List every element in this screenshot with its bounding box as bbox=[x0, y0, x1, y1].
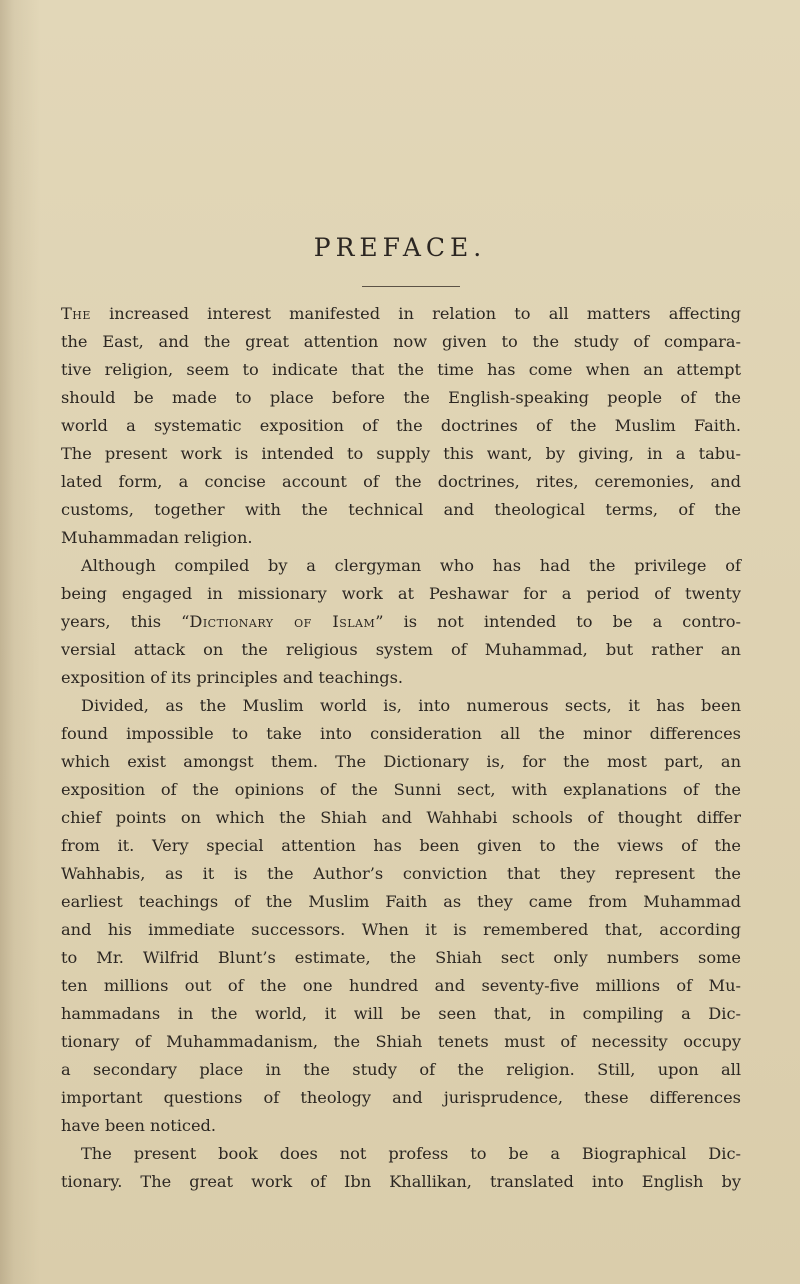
small-caps-text: Dictionary of Islam bbox=[189, 612, 376, 631]
text-line: from it. Very special attention has been given to the views of the bbox=[61, 836, 741, 855]
text-line: Wahhabis, as it is the Author’s conviction that they represent the bbox=[61, 864, 741, 883]
text-line: being engaged in missionary work at Peshawar for a period of twenty bbox=[61, 584, 741, 603]
text-line: lated form, a concise account of the doctrines, rites, ceremonies, and bbox=[61, 472, 741, 491]
text-line: years, this “Dictionary of Islam” is not intended to be a contro- bbox=[61, 612, 741, 631]
text-line: exposition of its principles and teachings. bbox=[61, 668, 404, 687]
text-line: customs, together with the technical and theological terms, of the bbox=[61, 500, 741, 519]
text-line: earliest teachings of the Muslim Faith as they came from Muhammad bbox=[61, 892, 741, 911]
text-line: the East, and the great attention now given to the study of compara- bbox=[61, 332, 741, 351]
text-line: should be made to place before the English-speaking people of the bbox=[61, 388, 741, 407]
text-line: and his immediate successors. When it is remembered that, according bbox=[61, 920, 741, 939]
text-line: world a systematic exposition of the doctrines of the Muslim Faith. bbox=[61, 416, 741, 435]
text-line: exposition of the opinions of the Sunni sect, with explanations of the bbox=[61, 780, 741, 799]
text-line: tive religion, seem to indicate that the time has come when an attempt bbox=[61, 360, 741, 379]
text-line: tionary. The great work of Ibn Khallikan, translated into English by bbox=[61, 1172, 741, 1191]
text-line: Although compiled by a clergyman who has had the privilege of bbox=[81, 556, 741, 575]
text-line: Divided, as the Muslim world is, into numerous sects, it has been bbox=[81, 696, 741, 715]
text-line: chief points on which the Shiah and Wahhabi schools of thought differ bbox=[61, 808, 741, 827]
text-line: found impossible to take into consideration all the minor differences bbox=[61, 724, 741, 743]
text-line: Muhammadan religion. bbox=[61, 528, 253, 547]
page-heading: PREFACE. bbox=[313, 233, 487, 262]
text-line: ten millions out of the one hundred and seventy-five millions of Mu- bbox=[61, 976, 741, 995]
text-line: The increased interest manifested in relation to all matters affecting bbox=[61, 304, 741, 323]
text-line: a secondary place in the study of the religion. Still, upon all bbox=[61, 1060, 741, 1079]
text-line: hammadans in the world, it will be seen that, in compiling a Dic- bbox=[61, 1004, 741, 1023]
text-line: to Mr. Wilfrid Blunt’s estimate, the Shiah sect only numbers some bbox=[61, 948, 741, 967]
text-line: important questions of theology and jurisprudence, these differences bbox=[61, 1088, 741, 1107]
text-line: The present book does not profess to be a Biographical Dic- bbox=[81, 1144, 741, 1163]
preface-text bbox=[61, 300, 741, 1196]
small-caps-text: The bbox=[61, 304, 91, 323]
text-line: versial attack on the religious system of Muhammad, but rather an bbox=[61, 640, 741, 659]
text-line: have been noticed. bbox=[61, 1116, 217, 1135]
heading-rule bbox=[362, 286, 460, 287]
text-line: which exist amongst them. The Dictionary is, for the most part, an bbox=[61, 752, 741, 771]
text-line: tionary of Muhammadanism, the Shiah tenets must of necessity occupy bbox=[61, 1032, 741, 1051]
text-line: The present work is intended to supply this want, by giving, in a tabu- bbox=[61, 444, 741, 463]
